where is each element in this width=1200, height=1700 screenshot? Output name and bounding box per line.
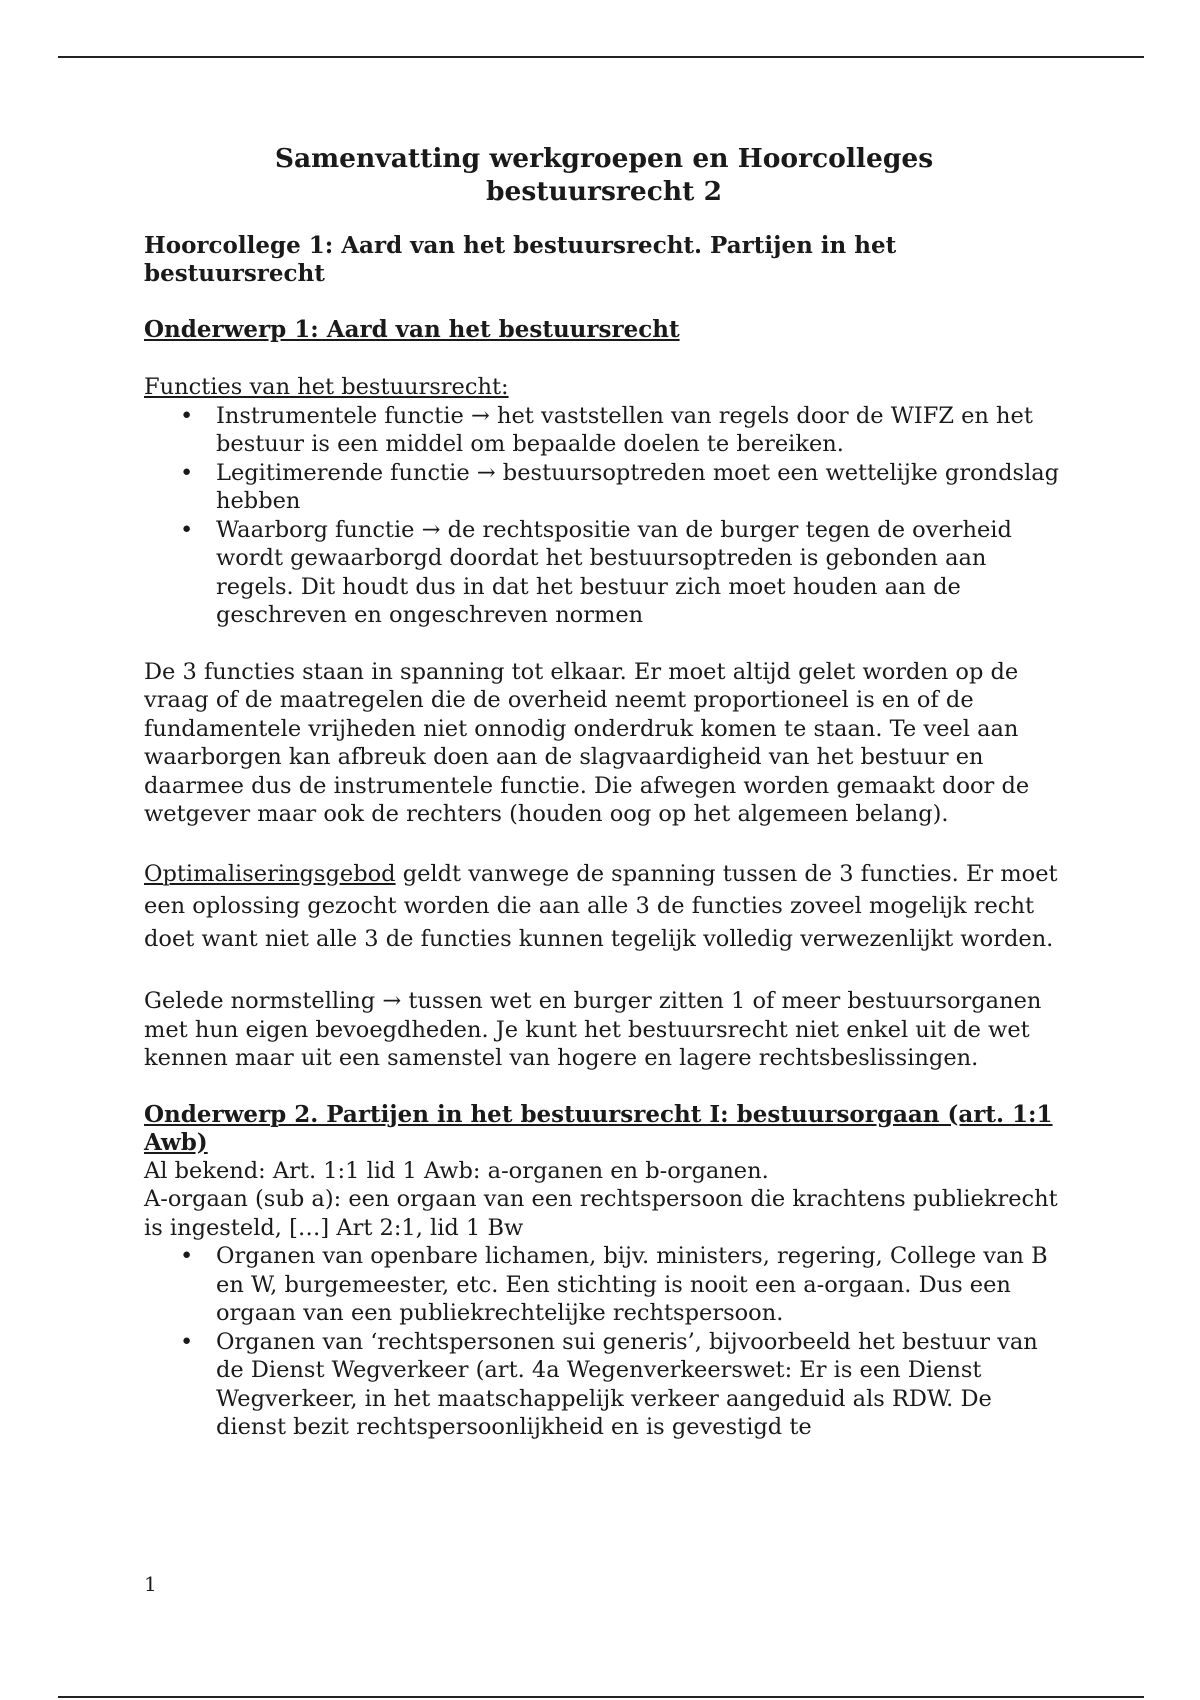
optimization-paragraph — [144, 858, 1064, 956]
list-item — [144, 402, 1064, 459]
lecture-heading: Hoorcollege 1: Aard van het bestuursrecht. Partijen in het bestuursrecht — [144, 232, 897, 287]
functions-label: Functies van het bestuursrecht: — [144, 374, 509, 400]
list-item-text: Waarborg functie → de rechtspositie van de burger tegen de overheid wordt gewaarborgd doordat het bestuursoptreden is gebonden aan regels. Dit houdt dus in dat het bestuur zich moet houden aan de geschreven en ongeschreven normen — [216, 516, 1012, 628]
organen-list — [144, 1242, 1064, 1442]
list-item — [144, 1242, 1064, 1328]
document-title-line-1: Samenvatting werkgroepen en Hoorcolleges — [274, 143, 934, 174]
document-title — [144, 142, 1064, 208]
list-item-text: Instrumentele functie → het vaststellen van regels door de WIFZ en het bestuur is een middel om bepaalde doelen te bereiken. — [216, 402, 1033, 457]
bullet-icon: • — [180, 402, 194, 429]
bullet-icon: • — [180, 516, 194, 543]
header-rule — [58, 56, 1144, 58]
functions-list — [144, 402, 1064, 630]
bullet-icon: • — [180, 459, 194, 486]
optimization-text: geldt vanwege de spanning tussen de 3 functies. Er moet een oplossing gezocht worden die aan alle 3 de functies zoveel mogelijk recht doet want niet alle 3 de functies kunnen tegelijk volledig verwezenlijkt worden. — [144, 860, 1058, 952]
list-item-text: Legitimerende functie → bestuursoptreden moet een wettelijke grondslag hebben — [216, 459, 1060, 514]
list-item-text: Organen van ‘rechtspersonen sui generis’, bijvoorbeeld het bestuur van de Dienst Wegverkeer (art. 4a Wegenverkeerswet: Er is een Dienst Wegverkeer, in het maatschappelijk verkeer aangeduid als RDW. De dienst bezit rechtspersoonlijkheid en is gevestigd te — [216, 1328, 1038, 1440]
topic-2-line-2: A-orgaan (sub a): een orgaan van een rechtspersoon die krachtens publiekrecht is ingesteld, […] Art 2:1, lid 1 Bw — [144, 1186, 1058, 1241]
document-page — [144, 142, 1064, 1442]
list-item — [144, 1328, 1064, 1442]
footer-rule — [58, 1696, 1144, 1698]
list-item — [144, 459, 1064, 516]
topic-1-heading: Onderwerp 1: Aard van het bestuursrecht — [144, 316, 680, 343]
list-item-text: Organen van openbare lichamen, bijv. ministers, regering, College van B en W, burgemeester, etc. Een stichting is nooit een a-orgaan. Dus een orgaan van een publiekrechtelijke rechtspersoon. — [216, 1243, 1048, 1326]
tension-paragraph: De 3 functies staan in spanning tot elkaar. Er moet altijd gelet worden op de vraag of de maatregelen die de overheid neemt proportioneel is en of de fundamentele vrijheden niet onnodig onderdruk komen te staan. Te veel aan waarborgen kan afbreuk doen aan de slagvaardigheid van het bestuur en daarmee dus de instrumentele functie. Die afwegen worden gemaakt door de wetgever maar ook de rechters (houden oog op het algemeen belang). — [144, 658, 1030, 827]
topic-2-line-1: Al bekend: Art. 1:1 lid 1 Awb: a-organen en b-organen. — [144, 1157, 769, 1184]
page-number: 1 — [144, 1572, 157, 1596]
gelede-normstelling-paragraph: Gelede normstelling → tussen wet en burger zitten 1 of meer bestuursorganen met hun eigen bevoegdheden. Je kunt het bestuursrecht niet enkel uit de wet kennen maar uit een samenstel van hogere en lagere rechtsbeslissingen. — [144, 988, 1042, 1071]
optimization-term: Optimaliseringsgebod — [144, 860, 396, 887]
bullet-icon: • — [180, 1328, 194, 1355]
list-item — [144, 516, 1064, 630]
document-title-line-2: bestuursrecht 2 — [485, 176, 723, 207]
bullet-icon: • — [180, 1243, 194, 1269]
topic-2-heading: Onderwerp 2. Partijen in het bestuursrecht I: bestuursorgaan (art. 1:1 Awb) — [144, 1100, 1053, 1156]
